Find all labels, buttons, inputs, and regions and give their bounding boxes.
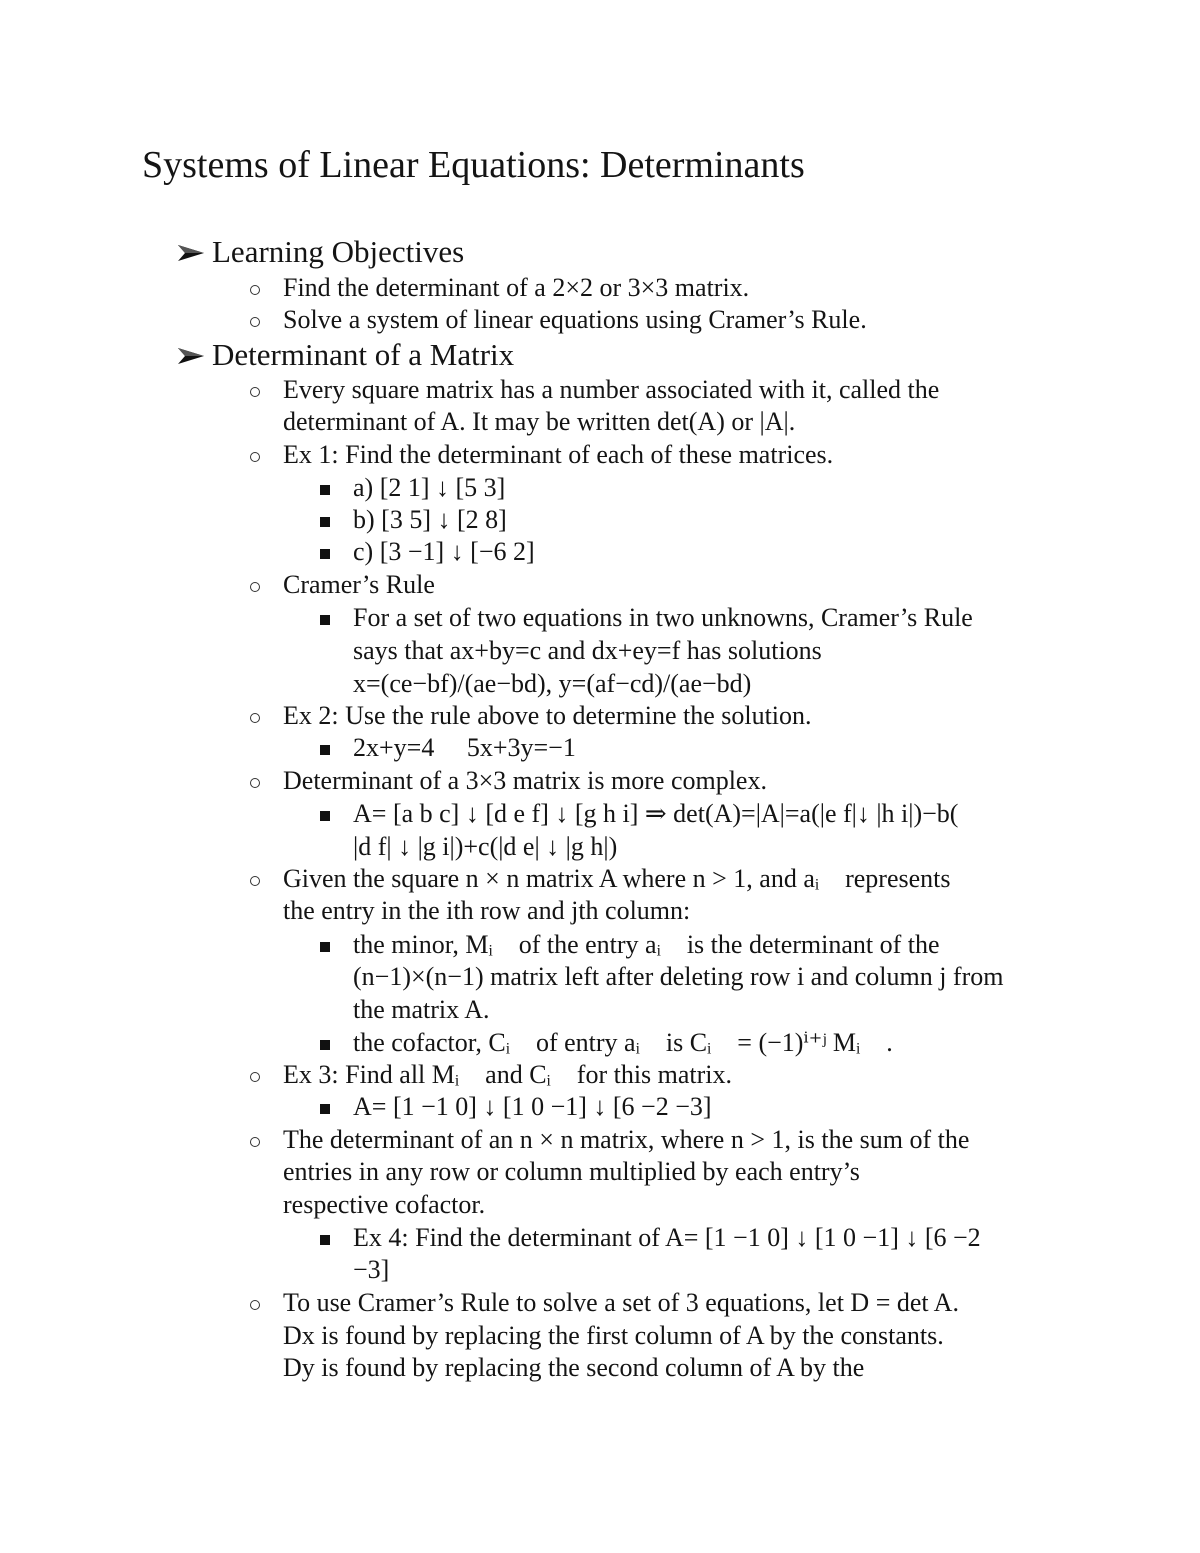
- filled-square-bullet-icon: [320, 485, 330, 495]
- hollow-circle-bullet-icon: [250, 1300, 260, 1310]
- list-item: Every square matrix has a number associated with it, called the: [283, 375, 940, 404]
- filled-square-bullet-icon: [320, 745, 330, 755]
- list-item: Ex 3: Find all Mᵢ and Cᵢ for this matrix.: [283, 1060, 733, 1089]
- list-item-continuation: entries in any row or column multiplied by each entry’s: [283, 1157, 860, 1186]
- hollow-circle-bullet-icon: [250, 387, 260, 397]
- sub-list-item: A= [1 −1 0] ↓ [1 0 −1] ↓ [6 −2 −3]: [353, 1092, 712, 1121]
- hollow-circle-bullet-icon: [250, 1137, 260, 1147]
- filled-square-bullet-icon: [320, 549, 330, 559]
- sub-list-item-continuation: says that ax+by=c and dx+ey=f has solutions: [353, 636, 822, 665]
- sub-list-item: A= [a b c] ↓ [d e f] ↓ [g h i] ⇒ det(A)=|A|=a(|e f|↓ |h i|)−b(: [353, 799, 959, 828]
- hollow-circle-bullet-icon: [250, 452, 260, 462]
- sub-list-item: a) [2 1] ↓ [5 3]: [353, 473, 506, 502]
- list-item: Solve a system of linear equations using Cramer’s Rule.: [283, 305, 867, 334]
- sub-list-item: 2x+y=4 5x+3y=−1: [353, 733, 576, 762]
- filled-square-bullet-icon: [320, 517, 330, 527]
- hollow-circle-bullet-icon: [250, 713, 260, 723]
- section-heading-learning-objectives: Learning Objectives: [212, 234, 465, 269]
- filled-square-bullet-icon: [320, 942, 330, 952]
- list-item-continuation: Dy is found by replacing the second column of A by the: [283, 1353, 865, 1382]
- list-item-continuation: determinant of A. It may be written det(A) or |A|.: [283, 407, 796, 436]
- list-item: Determinant of a 3×3 matrix is more complex.: [283, 766, 767, 795]
- list-item: Ex 1: Find the determinant of each of these matrices.: [283, 440, 834, 469]
- filled-square-bullet-icon: [320, 615, 330, 625]
- sub-list-item: the cofactor, Cᵢ of entry aᵢ is Cᵢ = (−1)ⁱ⁺ʲ Mᵢ .: [353, 1028, 893, 1057]
- list-item-continuation: the entry in the ith row and jth column:: [283, 896, 691, 925]
- filled-square-bullet-icon: [320, 1235, 330, 1245]
- sub-list-item-continuation: the matrix A.: [353, 995, 490, 1024]
- arrowhead-bullet-icon: [178, 244, 205, 262]
- list-item-continuation: respective cofactor.: [283, 1190, 486, 1219]
- hollow-circle-bullet-icon: [250, 317, 260, 327]
- page-title: Systems of Linear Equations: Determinants: [142, 144, 805, 186]
- list-item: Given the square n × n matrix A where n > 1, and aᵢ represents: [283, 864, 951, 893]
- list-item: Ex 2: Use the rule above to determine the solution.: [283, 701, 812, 730]
- hollow-circle-bullet-icon: [250, 582, 260, 592]
- list-item: The determinant of an n × n matrix, where n > 1, is the sum of the: [283, 1125, 970, 1154]
- section-heading-determinant-of-a-matrix: Determinant of a Matrix: [212, 337, 515, 372]
- hollow-circle-bullet-icon: [250, 1072, 260, 1082]
- sub-list-item: For a set of two equations in two unknowns, Cramer’s Rule: [353, 603, 973, 632]
- sub-list-item: Ex 4: Find the determinant of A= [1 −1 0] ↓ [1 0 −1] ↓ [6 −2: [353, 1223, 981, 1252]
- filled-square-bullet-icon: [320, 1104, 330, 1114]
- filled-square-bullet-icon: [320, 811, 330, 821]
- list-item-continuation: Dx is found by replacing the first column of A by the constants.: [283, 1321, 944, 1350]
- sub-list-item: b) [3 5] ↓ [2 8]: [353, 505, 507, 534]
- sub-list-item-continuation: |d f| ↓ |g i|)+c(|d e| ↓ |g h|): [353, 832, 618, 861]
- sub-list-item-continuation: x=(ce−bf)/(ae−bd), y=(af−cd)/(ae−bd): [353, 669, 752, 698]
- hollow-circle-bullet-icon: [250, 876, 260, 886]
- filled-square-bullet-icon: [320, 1040, 330, 1050]
- sub-list-item: c) [3 −1] ↓ [−6 2]: [353, 537, 535, 566]
- hollow-circle-bullet-icon: [250, 285, 260, 295]
- sub-list-item-continuation: (n−1)×(n−1) matrix left after deleting row i and column j from: [353, 962, 1004, 991]
- hollow-circle-bullet-icon: [250, 778, 260, 788]
- arrowhead-bullet-icon: [178, 347, 205, 365]
- list-item: Cramer’s Rule: [283, 570, 435, 599]
- sub-list-item-continuation: −3]: [353, 1255, 390, 1284]
- list-item: To use Cramer’s Rule to solve a set of 3 equations, let D = det A.: [283, 1288, 959, 1317]
- sub-list-item: the minor, Mᵢ of the entry aᵢ is the determinant of the: [353, 930, 940, 959]
- list-item: Find the determinant of a 2×2 or 3×3 matrix.: [283, 273, 750, 302]
